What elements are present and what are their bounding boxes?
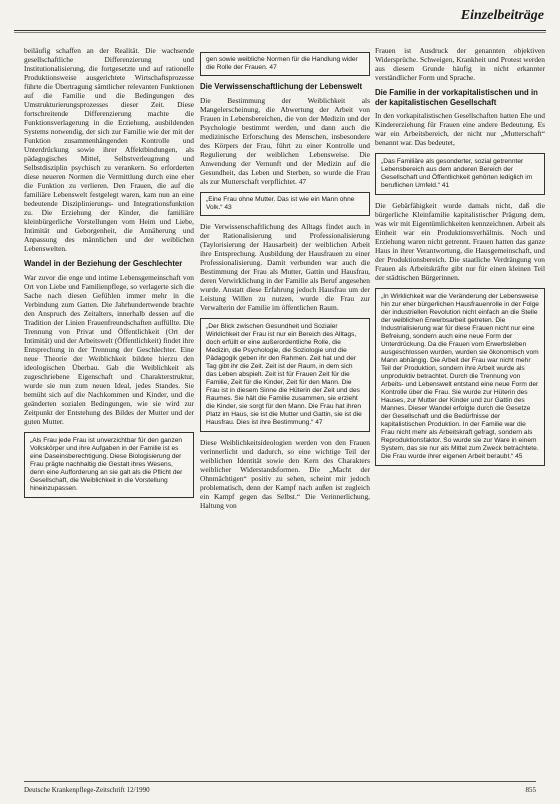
paragraph: Diese Weiblichkeitsideologien werden von den Frauen verinnerlicht und dadurch, so eine wichtige Teil der weiblichen Identität sowie den Kern des Charakters weiblicher Widerstandsformen. Die „Macht der Ohnmächtigen“ positiv zu sehen, scheint mir jedoch problematisch, denn der Kampf nach außen ist zugleich ein Kampf gegen das Selbst.“ Die Verinnerlichung, Haltung von <box>200 437 370 510</box>
quote-box: „Der Blick zwischen Gesundheit und Sozialer Wirklichkeit der Frau ist nur ein Bereich des Alltags, doch erfüllt er eine außerordentliche Rolle, die Medizin, die Psychologie, die Soziologie und die Pädagogik geben ihr den Rahmen. Zeit hat und der Tag gibt ihr die Zeit. Zeit ist der Raum, in dem sich das Leben abspielt. Zeit ist für Frauen Zeit für die Familie, Zeit für die Kinder, Zeit für den Mann. Die Frau ist in diesem Sinne die Hüterin der Zeit und des Raumes. Sie hält die Familie zusammen, sie erzieht die Kinder, sie sorgt für den Mann. Die Frau hat ihren Platz im Haus, sie ist die Mutter und Gattin, sie ist die Hausfrau. Dies ist ihre Bestimmung.“ 47 <box>200 318 370 432</box>
footer-rule <box>24 781 536 782</box>
quote-box: „Das Familiäre als gesonderter, sozial getrennter Lebensbereich aus dem anderen Bereich der Gesellschaft und Öffentlichkeit gehörten lediglich im beruflichen Umfeld.“ 41 <box>375 153 545 195</box>
column-left <box>24 46 194 781</box>
quote-box: „Als Frau jede Frau ist unverzichtbar für den ganzen Volkskörper und ihre Aufgaben in der Familie ist es eine Daseinsberechtigung. Diese Biologisierung der Frau prägte nachhaltig die Gestalt ihres Wesens, denn eine Aufforderung an sie galt als die Pflicht der Gesellschaft, die Weiblichkeit in die Vorstellung hineinzupassen. <box>24 432 194 498</box>
header-rule-thin <box>14 32 546 33</box>
quote-box: gen sowie weibliche Normen für die Handlung wider die Rolle der Frauen. 47 <box>200 52 370 76</box>
journal-citation: Deutsche Krankenpflege-Zeitschrift 12/1990 <box>24 786 150 794</box>
paragraph: In den vorkapitalistischen Gesellschaften hatten Ehe und Kindererziehung für Frauen eine andere Bedeutung. Es war ein Arbeitsbereich, der nicht nur „Mutterschaft“ benannt war. Das bedeutet, <box>375 111 545 147</box>
column-right <box>375 46 545 781</box>
paragraph: Die Gebärfähigkeit wurde damals nicht, daß die bürgerliche Kleinfamilie kapitalistischer Prägung dem, was wir mit Eigentümlichkeiten kennzeichnen. Arbeit als Einheit war ein Produktionsverhältnis. Noch und Erziehung waren nicht getrennt. Frauen hatten das ganze Haus in ihrer Verantwortung, die Hausgemeinschaft, und der Produktionsbereich. Die staatliche Verdrängung von Frauen als Arbeitskräfte gibt nur für einen kleinen Teil der städtischen Bürgerinnen. <box>375 201 545 282</box>
column-middle <box>200 46 370 781</box>
paragraph: beiläufig schaffen an der Realität. Die wachsende gesellschaftliche Differenzierung und Institutionalisierung, die fortgesetzte und auf rationelle Produktionsweise ausgerichtete Wirtschaftsprozesse führte die Übertragung sämtlicher relevanten Funktionen auf die Familie und die Bedingungen des Umstrukturierungsprozesses dieser Zeit. Diese fortschreitende Differenzierung machte die Funktionsverlagerung in die Erziehung, ausbildenden Systems notwendig, der sich zur Familie wie der mit der Funktion zusammenhängenden Kontrolle und Unterdrückung sowie ihrer Affektbindungen, als pädagogisches Mittel, Selbstverleugnung und Selbstdisziplin psychisch zu verankern. So erforderten diese neueren Normen die Vermittlung durch eine eher die Funktion zu verlieren. Den Frauen, die auf die familiäre Lebenswelt festgelegt waren, kam nun an eine bedeutende Disziplinierungs- und Integrationsfunktion zu. Die Erziehung der Kinder, die familiäre kleinbürgerliche Vorstellungen vom Heim und Liebe, Intimität und Geborgenheit, die Annäherung und Anpassung des männlichen und der weiblichen Lebenswelten. <box>24 46 194 253</box>
header-rule <box>14 30 546 31</box>
section-heading: Die Familie in der vorkapitalistischen und in der kapitalistischen Gesellschaft <box>375 88 538 107</box>
paragraph: Die Bestimmung der Weiblichkeit als Mangelerscheinung, die Abwertung der Arbeit von Frauen in Lebensbereichen, die von der Medizin und der Psychologie bestimmt werden, und dann auch die medizinische Erforschung des Menschen, insbesondere des Körpers der Frau, führt zu einer Kontrolle und Regulierung der weiblichen Lebensweise. Die Anwendung der Vernunft und der Medizin auf die Gesundheit, das Leben und Sterben, so wurde die Frau als zur Mutterschaft verpflichtet. 47 <box>200 95 370 186</box>
paragraph: War zuvor die enge und intime Lebensgemeinschaft von Ort von Liebe und Familienpflege, so verlagerte sich die Sache nach diesen Gefühlen immer mehr in die Verbindung zum Gatten. Die Jahrhundertwende brachte den Anspruch des Zeitalters, innerhalb dessen auf die Tradition der Linien Frauenfreundschaften auffüllte. Die Trennung von Privat und Öffentlichkeit (Ort der Intimität) und der Arbeitswelt (Öffentlichkeit) findet ihre Entsprechung in der Trennung der Geschlechter. Eine neue Theorie der Weiblichkeit bildete hierzu den ideologischen Überbau. Gab die Weiblichkeit als zugeschriebene Eigenschaft und Charakterstruktur, wurde sie nun zum neuen Ideal, jedes Standes. Sie bemüht sich auf die Nachkommen und Kinder, und die geänderten sozialen Bedingungen, wie sie wird zur Zeitpunkt der Entstehung des Bildes der Mutter und der guten Mutter. <box>24 272 194 426</box>
page-number: 855 <box>525 786 536 794</box>
paragraph: Die Verwissenschaftlichung des Alltags findet auch in der Rationalisierung und Professionalisierung (Taylorisierung der Hausarbeit) der weiblichen Arbeit ihre Entsprechung. Ausbildung der Hausfrauen zu einer Professionalisierung. Damit verbunden war auch die Bestimmung der Frau als Mutter, Gattin und Hausfrau, deren Verwirklichung in der Familie als Beruf angesehen wurde. Anstatt diese Erfahrung jedoch Hausfrau um der Leistung Willen zu nutzen, wurde die Frau zur Verwalterin der Familie im öffentlichen Raum. <box>200 221 370 312</box>
quote-box: „In Wirklichkeit war die Veränderung der Lebensweise hin zur eher bürgerlichen Hausfrauenrolle in der Folge der industriellen Revolution nicht einfach an die Stelle der weiblichen Erwerbsarbeit getreten. Die Industrialisierung war für diese Frauen nicht nur eine Befreiung, sondern auch eine neue Form der Unterdrückung. Da die Frauen vom Erwerbsleben ausgeschlossen wurden, wurden sie ökonomisch vom Mann abhängig. Die Arbeit der Frau war nicht mehr Teil der Produktion, sondern ihre Arbeit wurde als unproduktiv betrachtet. Durch die Trennung von Arbeits- und Lebenswelt entstand eine neue Form der Kontrolle über die Frau. Sie wurde zur Hüterin des Hauses, zur Mutter der Kinder und zur Gattin des Mannes. Dieser Wandel erfolgte durch die Gesetze der Gesellschaft und die Bedürfnisse der kapitalistischen Produktion. In der Familie war die Frau nicht mehr als Arbeitskraft gefragt, sondern als Reproduktionsfaktor. So wurde sie zur Ware in einem System, das sie nur als Mittel zum Zweck betrachtete. Die Frau wurde ihrer eigenen Arbeit beraubt.“ 45 <box>375 288 545 466</box>
quote-box: „Eine Frau ohne Mutter. Das ist wie ein Mann ohne Volk.“ 43 <box>200 192 370 216</box>
section-tag: Einzelbeiträge <box>460 8 544 23</box>
paragraph: Frauen ist Ausdruck der genannten objektiven Widersprüche. Schweigen, Krankheit und Protest werden aus diesem Grunde häufig in nicht erkannter verständlicher Form und Sprache. <box>375 46 545 82</box>
section-heading: Wandel in der Beziehung der Geschlechter <box>24 259 183 268</box>
section-heading: Die Verwissenschaftlichung der Lebenswelt <box>200 82 363 91</box>
